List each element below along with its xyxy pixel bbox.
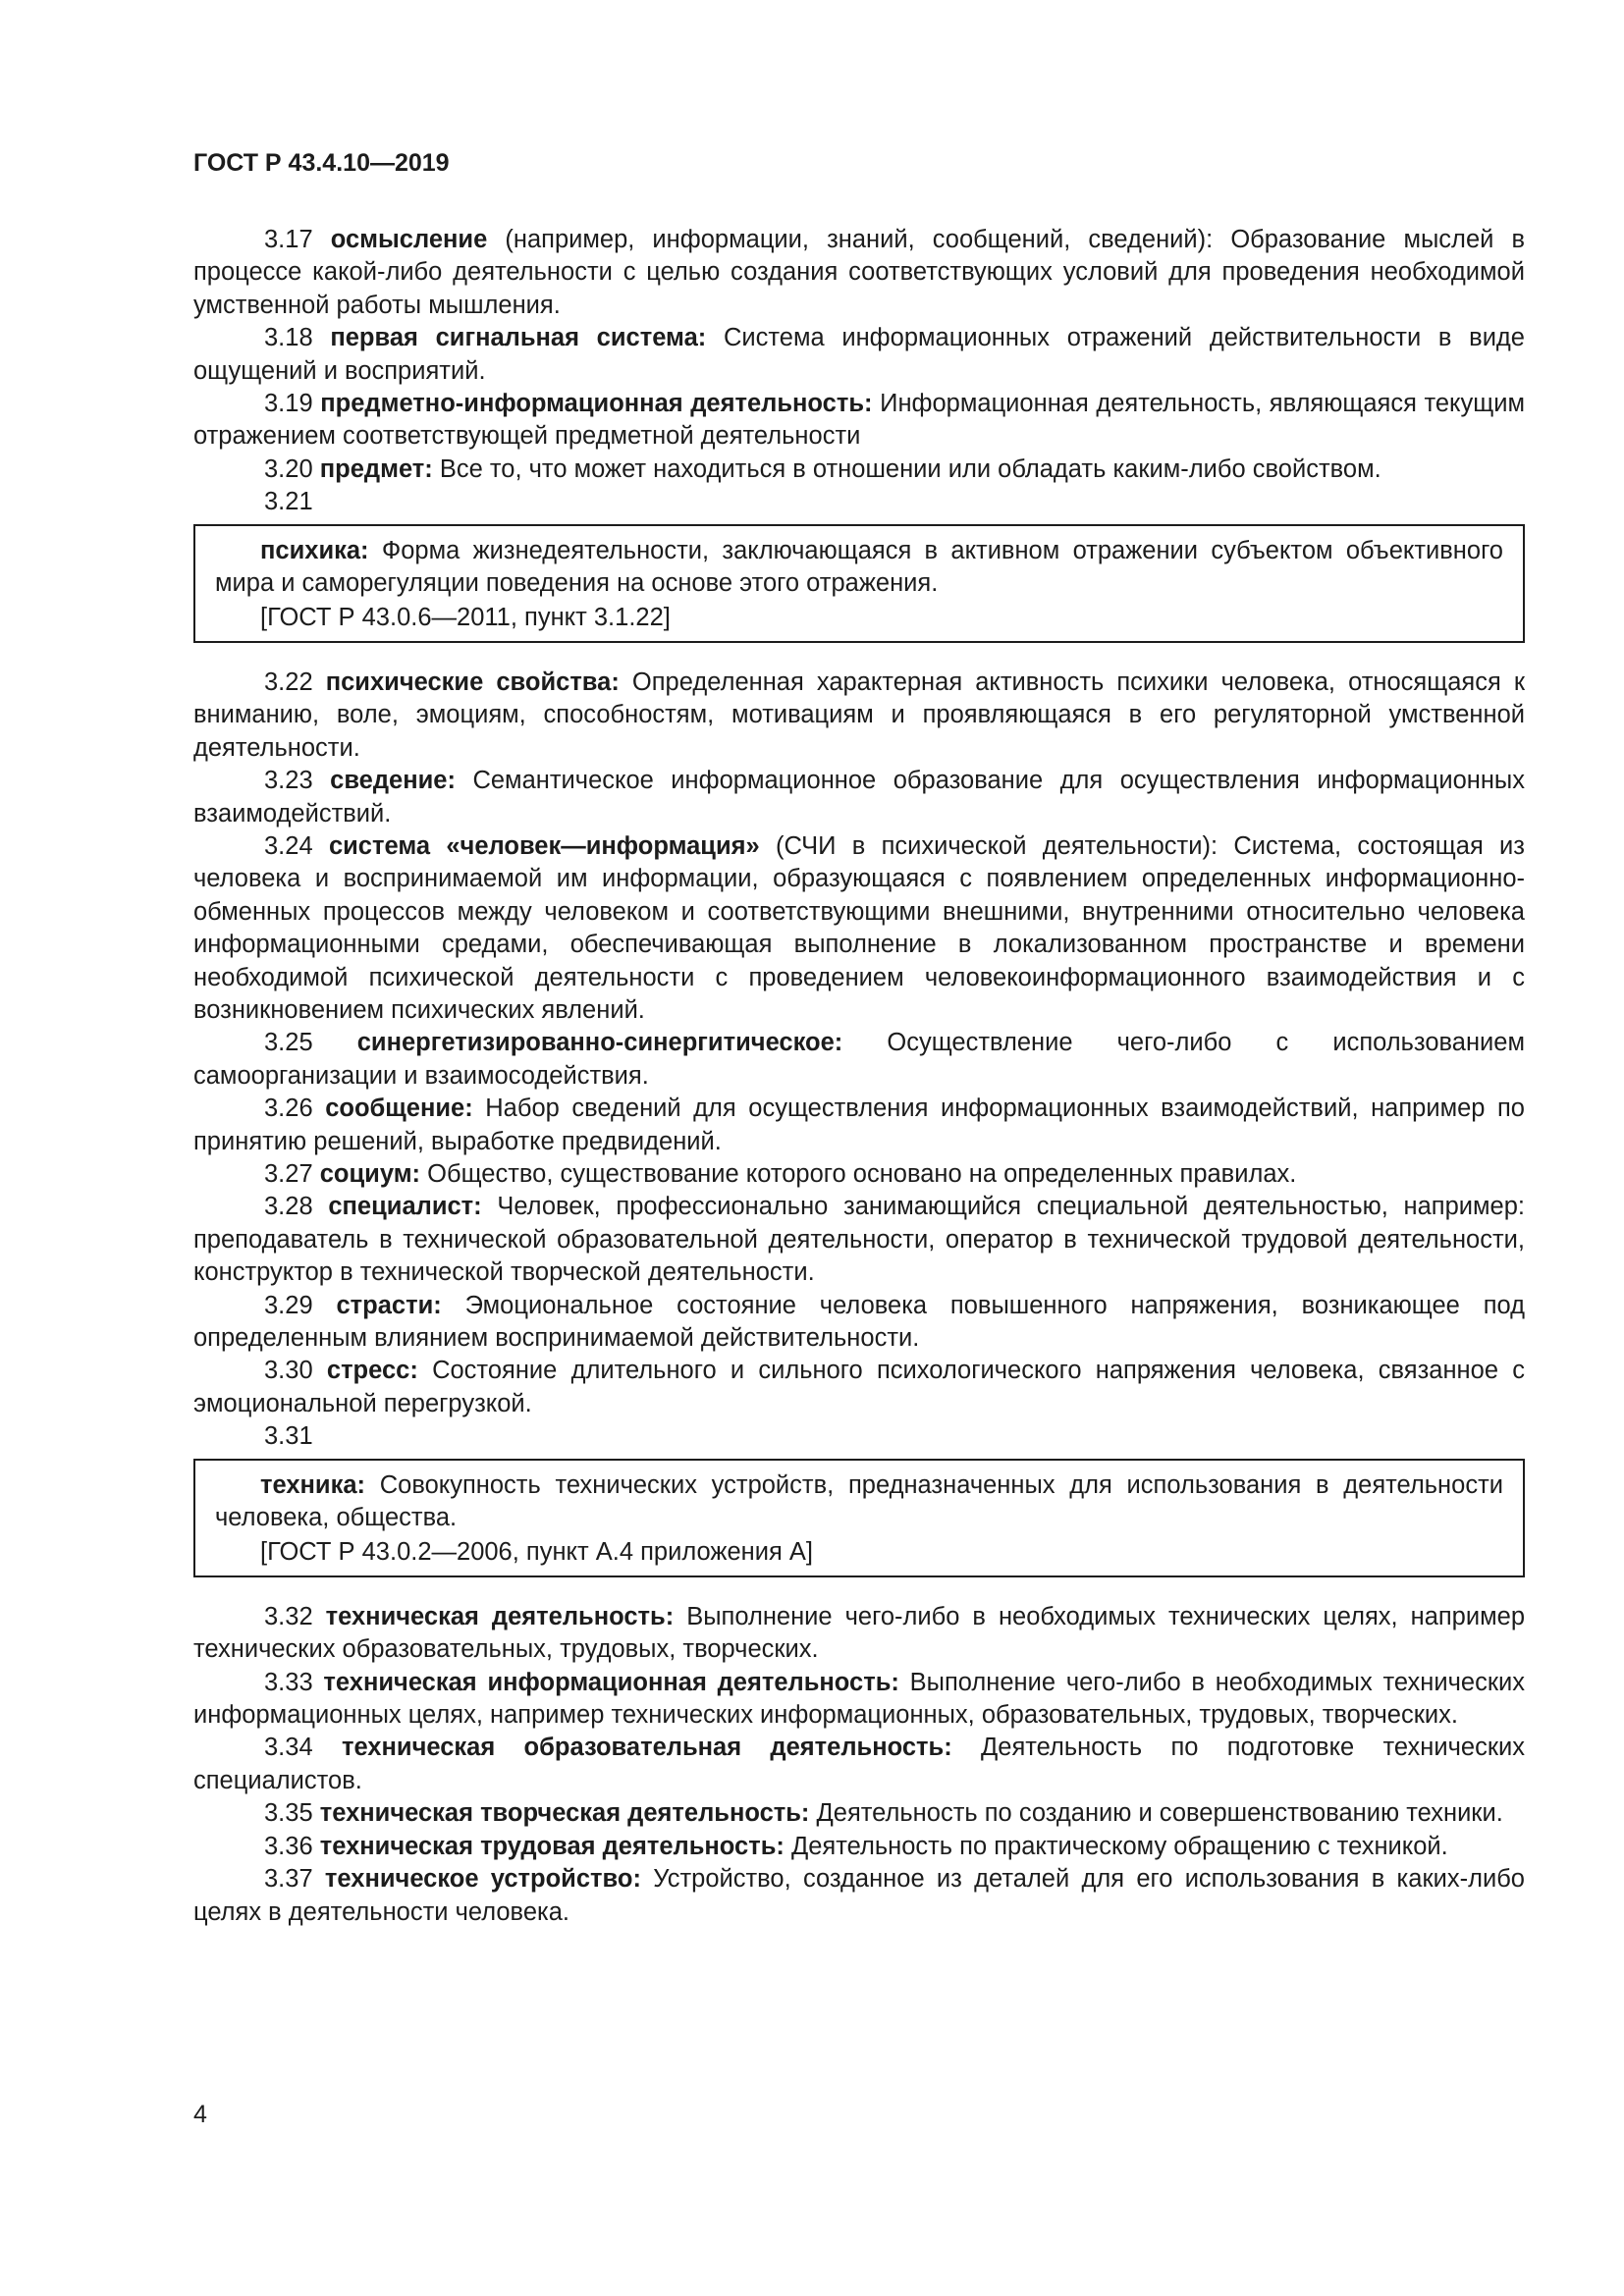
definition-entry <box>193 1290 1525 1356</box>
definition-entry <box>193 1732 1525 1797</box>
definition-entry <box>193 322 1525 388</box>
definitions-group <box>193 224 1525 486</box>
entry-number: 3.17 <box>264 226 313 253</box>
definition-text: (например, информации, знаний, сообщений, сведений): Образование мыслей в процессе какой-либо деятельности с целью создания соответствующих условий для проведения необходимой умственной работы мышления. <box>193 226 1525 319</box>
definition-entry <box>193 1601 1525 1667</box>
definitions-group <box>193 1601 1525 1929</box>
entry-number: 3.35 <box>264 1799 313 1828</box>
entry-number: 3.18 <box>264 324 313 352</box>
definition-entry <box>193 1355 1525 1420</box>
definition-entry <box>193 388 1525 454</box>
definition-term: первая сигнальная система: <box>330 324 707 352</box>
definitions-group <box>193 667 1525 1420</box>
definition-entry <box>193 1863 1525 1929</box>
definition-entry <box>193 765 1525 830</box>
definition-entry <box>193 1093 1525 1158</box>
entry-number: 3.29 <box>264 1291 313 1319</box>
definition-term: техническая образовательная деятельность: <box>341 1734 952 1762</box>
definition-text: Деятельность по практическому обращению с техникой. <box>784 1832 1448 1860</box>
page-number: 4 <box>193 2101 207 2128</box>
definition-text: Эмоциональное состояние человека повышенного напряжения, возникающее под определенным влиянием воспринимаемой действительности. <box>193 1291 1525 1352</box>
definition-text: Человек, профессионально занимающийся специальной деятельностью, например: преподаватель в технической образовательной деятельности, оператор в технической трудовой деятельности, конструктор в технической творческой деятельности. <box>193 1193 1525 1287</box>
entry-number: 3.19 <box>264 390 313 418</box>
definition-entry <box>193 1667 1525 1733</box>
entry-number: 3.37 <box>264 1865 313 1894</box>
entry-number: 3.24 <box>264 831 313 860</box>
entry-number: 3.21 <box>264 488 313 516</box>
definition-term: страсти: <box>336 1291 442 1319</box>
definition-text: (СЧИ в психической деятельности): Система, состоящая из человека и воспринимаемой им информации, образующаяся с появлением определенных информационно-обменных процессов между человеком и соответствующими внешними, внутренними относительно человека информационными средами, обеспечивающая выполнение в локализованном пространстве и времени необходимой психической деятельности с проведением человекоинформационного взаимодействия и с возникновением психических явлений. <box>193 831 1525 1024</box>
definition-text: Семантическое информационное образование для осуществления информационных взаимодействий. <box>193 767 1525 828</box>
definition-text: Деятельность по подготовке технических специалистов. <box>193 1734 1525 1794</box>
definition-term: техника: <box>260 1470 366 1499</box>
document-header: ГОСТ Р 43.4.10—2019 <box>193 149 450 177</box>
definition-text: Осуществление чего-либо с использованием самоорганизации и взаимосодействия. <box>193 1029 1525 1090</box>
definition-entry <box>193 667 1525 765</box>
definition-entry <box>193 454 1525 486</box>
definition-term: сведение: <box>330 767 456 795</box>
definition-text: Форма жизнедеятельности, заключающаяся в активном отражении субъектом объективного мира и саморегуляции поведения на основе этого отражения. <box>215 536 1503 598</box>
definition-term: система «человек—информация» <box>328 831 760 860</box>
definition-term: психические свойства: <box>325 667 620 696</box>
entry-number: 3.31 <box>264 1422 313 1451</box>
entry-number: 3.20 <box>264 454 313 483</box>
definition-text: Деятельность по созданию и совершенствованию техники. <box>809 1799 1503 1828</box>
document-body <box>193 224 1525 1929</box>
definition-entry <box>193 1797 1525 1830</box>
entry-number: 3.28 <box>264 1193 313 1221</box>
definition-text: Выполнение чего-либо в необходимых технических информационных целях, например технических информационных, образовательных, трудовых, творческих. <box>193 1668 1525 1730</box>
definition-term: техническая трудовая деятельность: <box>319 1832 785 1860</box>
definition-text: Информационная деятельность, являющаяся текущим отражением соответствующей предметной деятельности <box>193 390 1526 451</box>
definition-term: психика: <box>260 536 369 564</box>
definition-term: синергетизированно-синергитическое: <box>356 1029 843 1057</box>
definition-text: Набор сведений для осуществления информационных взаимодействий, например по принятию решений, выработке предвидений. <box>193 1095 1525 1155</box>
definition-text: Система информационных отражений действительности в виде ощущений и восприятий. <box>193 324 1525 385</box>
definition-text: Состояние длительного и сильного психологического напряжения человека, связанное с эмоциональной перегрузкой. <box>193 1357 1525 1417</box>
quoted-definition-box <box>193 1459 1525 1577</box>
entry-number: 3.25 <box>264 1029 313 1057</box>
entry-number: 3.30 <box>264 1357 313 1385</box>
entry-number: 3.26 <box>264 1095 313 1123</box>
entry-number: 3.33 <box>264 1668 313 1696</box>
definition-text: Выполнение чего-либо в необходимых технических целях, например технических образовательных, трудовых, творческих. <box>193 1602 1526 1664</box>
source-reference: [ГОСТ Р 43.0.6—2011, пункт 3.1.22] <box>260 604 671 632</box>
definition-text: Устройство, созданное из деталей для его использования в каких-либо целях в деятельности человека. <box>193 1865 1525 1926</box>
definition-term: техническая творческая деятельность: <box>319 1799 810 1828</box>
definition-term: осмысление <box>330 226 488 253</box>
entry-number: 3.34 <box>264 1734 313 1762</box>
definition-entry <box>193 1158 1525 1191</box>
definition-term: сообщение: <box>325 1095 473 1123</box>
definition-entry <box>215 535 1503 601</box>
entry-number: 3.23 <box>264 767 313 795</box>
definition-text: Совокупность технических устройств, предназначенных для использования в деятельности человека, общества. <box>215 1470 1503 1532</box>
definition-text: Все то, что может находиться в отношении или обладать каким-либо свойством. <box>432 454 1381 483</box>
definition-term: специалист: <box>328 1193 482 1221</box>
definition-term: техническая информационная деятельность: <box>323 1668 899 1696</box>
entry-number: 3.32 <box>264 1602 313 1630</box>
definition-term: предмет: <box>319 454 433 483</box>
quoted-definition-box <box>193 524 1525 643</box>
entry-number: 3.27 <box>264 1159 313 1188</box>
definition-term: социум: <box>319 1159 421 1188</box>
definition-text: Определенная характерная активность психики человека, относящаяся к вниманию, воле, эмоциям, способностям, мотивациям и проявляющаяся в его регуляторной умственной деятельности. <box>193 667 1525 762</box>
definition-entry <box>193 224 1525 322</box>
definition-entry <box>193 1191 1525 1289</box>
definition-term: предметно-информационная деятельность: <box>320 390 873 418</box>
entry-number: 3.22 <box>264 667 313 696</box>
source-reference: [ГОСТ Р 43.0.2—2006, пункт А.4 приложения А] <box>260 1538 813 1567</box>
definition-entry <box>215 1469 1503 1535</box>
definition-entry <box>193 1027 1525 1093</box>
definition-text: Общество, существование которого основано на определенных правилах. <box>420 1159 1297 1188</box>
definition-entry <box>193 830 1525 1027</box>
definition-term: техническая деятельность: <box>325 1602 675 1630</box>
definition-term: стресс: <box>326 1357 418 1385</box>
definition-term: техническое устройство: <box>324 1865 641 1894</box>
entry-number: 3.36 <box>264 1832 313 1860</box>
definition-entry <box>193 1831 1525 1863</box>
